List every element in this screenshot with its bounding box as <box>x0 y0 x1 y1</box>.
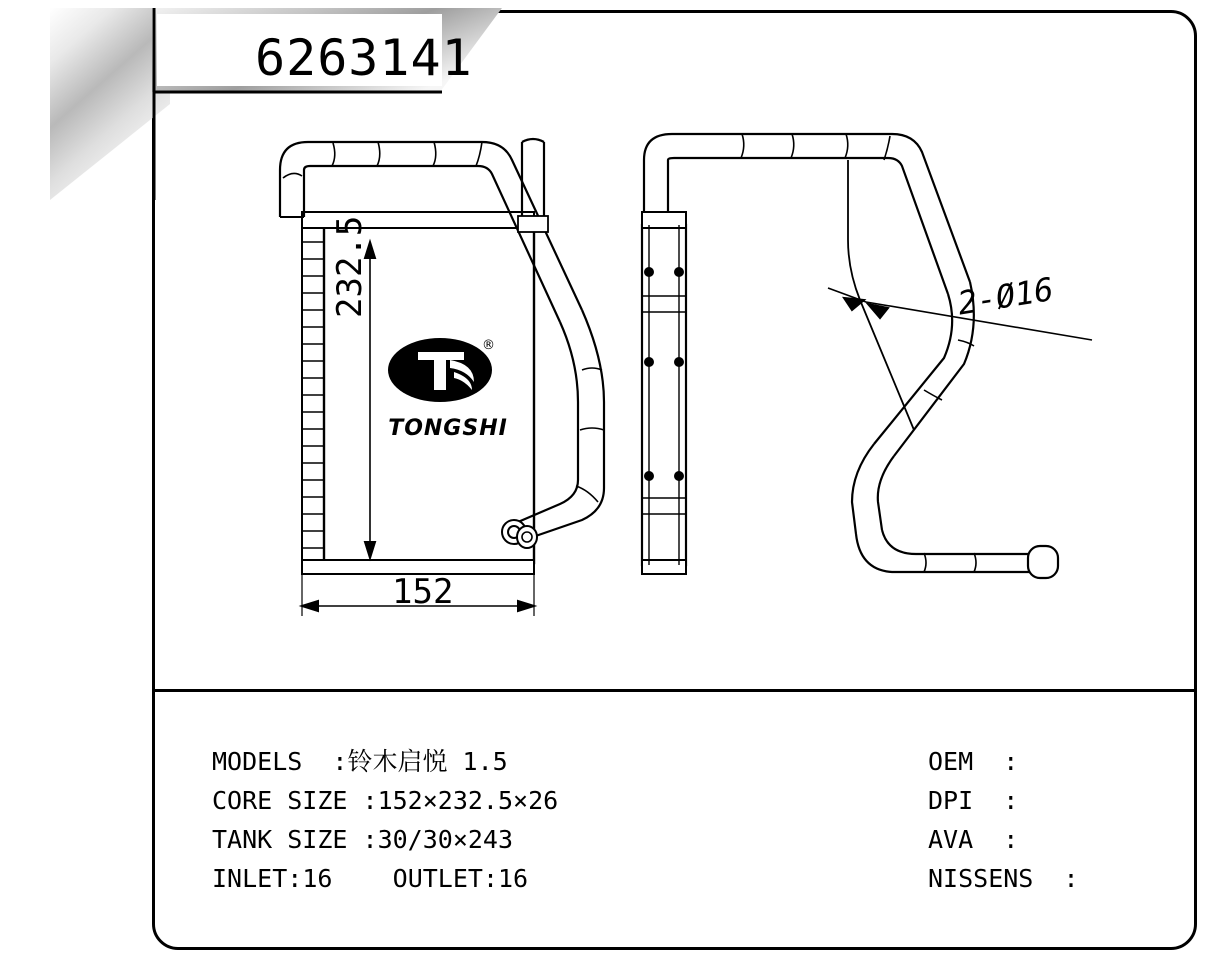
info-outlet-value: 16 <box>498 864 529 893</box>
info-outlet-label: OUTLET: <box>392 864 498 893</box>
dimension-height: 232.5 <box>330 215 370 318</box>
dimension-hole-callout: 2-Ø16 <box>955 269 1057 323</box>
info-inlet-label: INLET: <box>212 864 303 893</box>
info-tank-size <box>212 820 852 859</box>
info-core-size-value: 152×232.5×26 <box>377 786 559 815</box>
brand-logo <box>378 330 518 450</box>
dimension-width: 152 <box>392 572 454 612</box>
info-spacer <box>332 864 392 893</box>
info-oem-label: OEM : <box>928 747 1019 776</box>
info-tank-size-label: TANK SIZE : <box>212 825 378 854</box>
info-models-value: 铃木启悦 1.5 <box>347 747 508 776</box>
info-inlet-outlet <box>212 859 852 898</box>
info-block-right <box>928 742 1178 898</box>
info-block-left <box>212 742 852 898</box>
info-inlet-value: 16 <box>302 864 333 893</box>
info-nissens <box>928 859 1178 898</box>
registered-mark: ® <box>482 338 495 353</box>
info-nissens-label: NISSENS : <box>928 864 1079 893</box>
info-models-label: MODELS : <box>212 747 348 776</box>
part-number: 6263141 <box>255 29 473 87</box>
brand-name: TONGSHI <box>388 416 508 441</box>
tongshi-logo-icon <box>378 330 518 420</box>
info-divider <box>155 689 1194 692</box>
info-oem <box>928 742 1178 781</box>
info-models <box>212 742 852 781</box>
info-dpi-label: DPI : <box>928 786 1019 815</box>
info-dpi <box>928 781 1178 820</box>
info-core-size <box>212 781 852 820</box>
title-tab <box>50 8 502 200</box>
info-ava <box>928 820 1178 859</box>
info-ava-label: AVA : <box>928 825 1019 854</box>
info-core-size-label: CORE SIZE : <box>212 786 378 815</box>
info-tank-size-value: 30/30×243 <box>377 825 514 854</box>
